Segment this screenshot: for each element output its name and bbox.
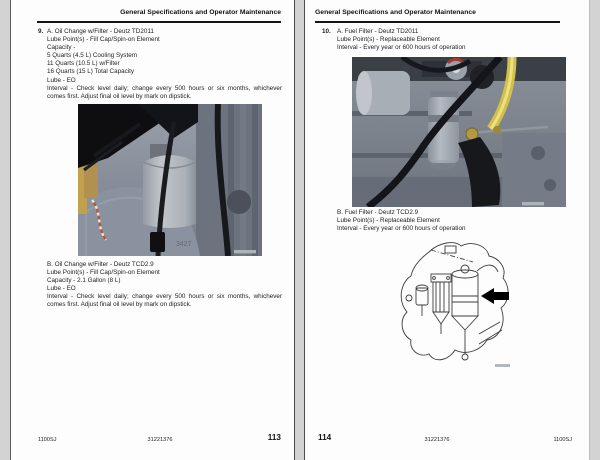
spec-line: A. Fuel Filter - Deutz TD2011 <box>337 28 419 35</box>
spec-line: comes first. Adjust final oil level by mark on dipstick. <box>47 301 192 309</box>
spec-line: Capacity - 2.1 Gallon (8 L) <box>47 277 121 285</box>
spec-line: 16 Quarts (15 L) Total Capacity <box>47 68 135 76</box>
item-number: 9. <box>38 28 44 35</box>
section-b-text <box>47 261 282 310</box>
footer-model: 1100SJ <box>38 437 57 443</box>
spec-line: B. Fuel Filter - Deutz TCD2.9 <box>337 209 419 216</box>
section-a-text <box>337 28 465 52</box>
spec-line: Capacity - <box>47 44 76 52</box>
spec-line: Interval - Every year or 600 hours of operation <box>337 44 466 52</box>
spec-line: Interval - Check level daily; change every 500 hours or six months, whichever <box>47 84 282 92</box>
footer-model: 1100SJ <box>553 437 572 443</box>
item-number: 10. <box>322 28 331 35</box>
page-113 <box>10 0 295 460</box>
header-rule <box>315 21 560 23</box>
spec-line: 11 Quarts (10.5 L) w/Filter <box>47 60 120 68</box>
page-header: General Specifications and Operator Maintenance <box>120 9 281 16</box>
spec-line: 5 Quarts (4.5 L) Cooling System <box>47 52 137 60</box>
spec-line: comes first. Adjust final oil level by mark on dipstick. <box>47 92 192 100</box>
spec-line: Lube Point(s) - Fill Cap/Spin-on Element <box>47 269 160 277</box>
spec-line: Lube Point(s) - Fill Cap/Spin-on Element <box>47 36 160 44</box>
spec-line: Interval - Check level daily; change every 500 hours or six months, whichever <box>47 293 282 301</box>
spec-line: Lube - EO <box>47 76 76 84</box>
spec-line: Lube - EO <box>47 285 76 293</box>
header-rule <box>37 21 281 23</box>
footer-page-number: 113 <box>267 433 281 442</box>
section-a-text <box>47 28 282 101</box>
spec-line: B. Oil Change w/Filter - Deutz TCD2.9 <box>47 261 154 268</box>
fuel-filter-drawing <box>395 238 517 372</box>
footer-part-number: 31221376 <box>147 437 173 443</box>
spec-line: Lube Point(s) - Replaceable Element <box>337 217 440 225</box>
section-b-text <box>337 209 465 233</box>
footer-page-number: 114 <box>318 433 332 442</box>
oil-filter-photo <box>78 104 262 256</box>
fuel-filter-photo <box>352 57 566 207</box>
svg-text:3427: 3427 <box>176 241 192 248</box>
spec-line: A. Oil Change w/Filter - Deutz TD2011 <box>47 28 154 35</box>
footer-part-number: 31221376 <box>424 437 450 443</box>
spec-line: Interval - Every year or 600 hours of operation <box>337 225 466 233</box>
page-header: General Specifications and Operator Maintenance <box>315 9 476 16</box>
page-114 <box>304 0 590 460</box>
spec-line: Lube Point(s) - Replaceable Element <box>337 36 440 44</box>
